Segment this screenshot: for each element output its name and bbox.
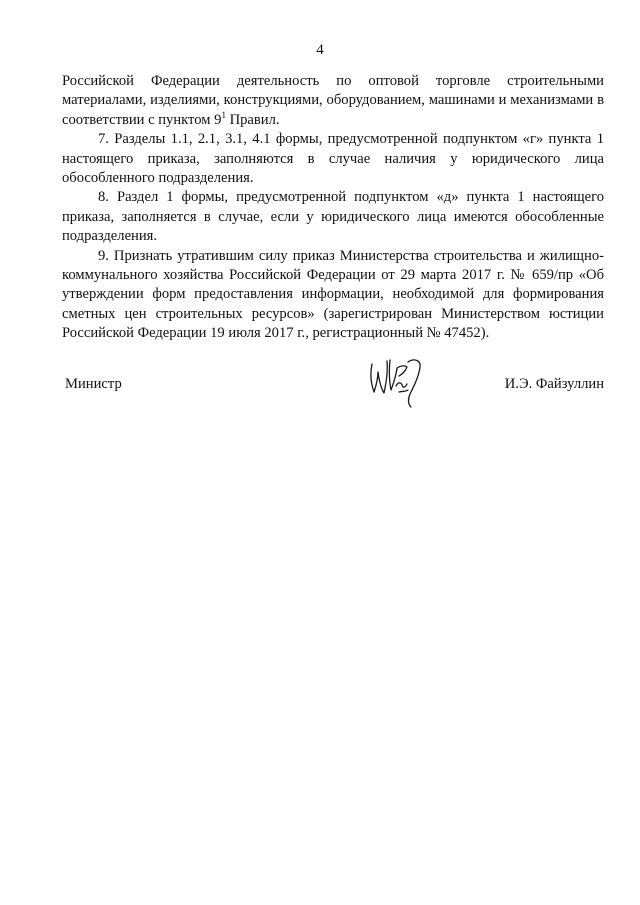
paragraph-9: 9. Признать утратившим силу приказ Министерства строительства и жилищно-коммунального хозяйства Российской Федерации от 29 марта 2017 г. № 659/пр «Об утверждении форм предоставления информации, необходимой для формирования сметных цен строительных ресурсов» (зарегистрирован Министерством юстиции Российской Федерации 19 июля 2017 г., регистрационный № 47452). (62, 247, 604, 342)
paragraph-tail: Правил. (225, 111, 280, 128)
handwritten-signature (366, 352, 428, 410)
paragraph-text: Российской Федерации деятельность по оптовой торговле строительными материалами, изделиями, конструкциями, оборудованием, машинами и механизмами в соответствии с пунктом 9 (62, 73, 604, 128)
signatory-name: И.Э. Файзуллин (504, 376, 604, 392)
signature-block (62, 352, 604, 422)
document-body (62, 72, 604, 344)
page-number: 4 (316, 42, 324, 58)
signatory-title: Министр (65, 376, 122, 392)
paragraph-7: 7. Разделы 1.1, 2.1, 3.1, 4.1 формы, предусмотренной подпунктом «г» пункта 1 настоящего приказа, заполняются в случае наличия у юридического лица обособленного подразделения. (62, 131, 604, 187)
footnote-superscript: 1 (221, 109, 226, 120)
paragraph-continuation (62, 72, 604, 130)
paragraph-8: 8. Раздел 1 формы, предусмотренной подпунктом «д» пункта 1 настоящего приказа, заполняется в случае, если у юридического лица имеются обособленные подразделения. (62, 189, 604, 245)
